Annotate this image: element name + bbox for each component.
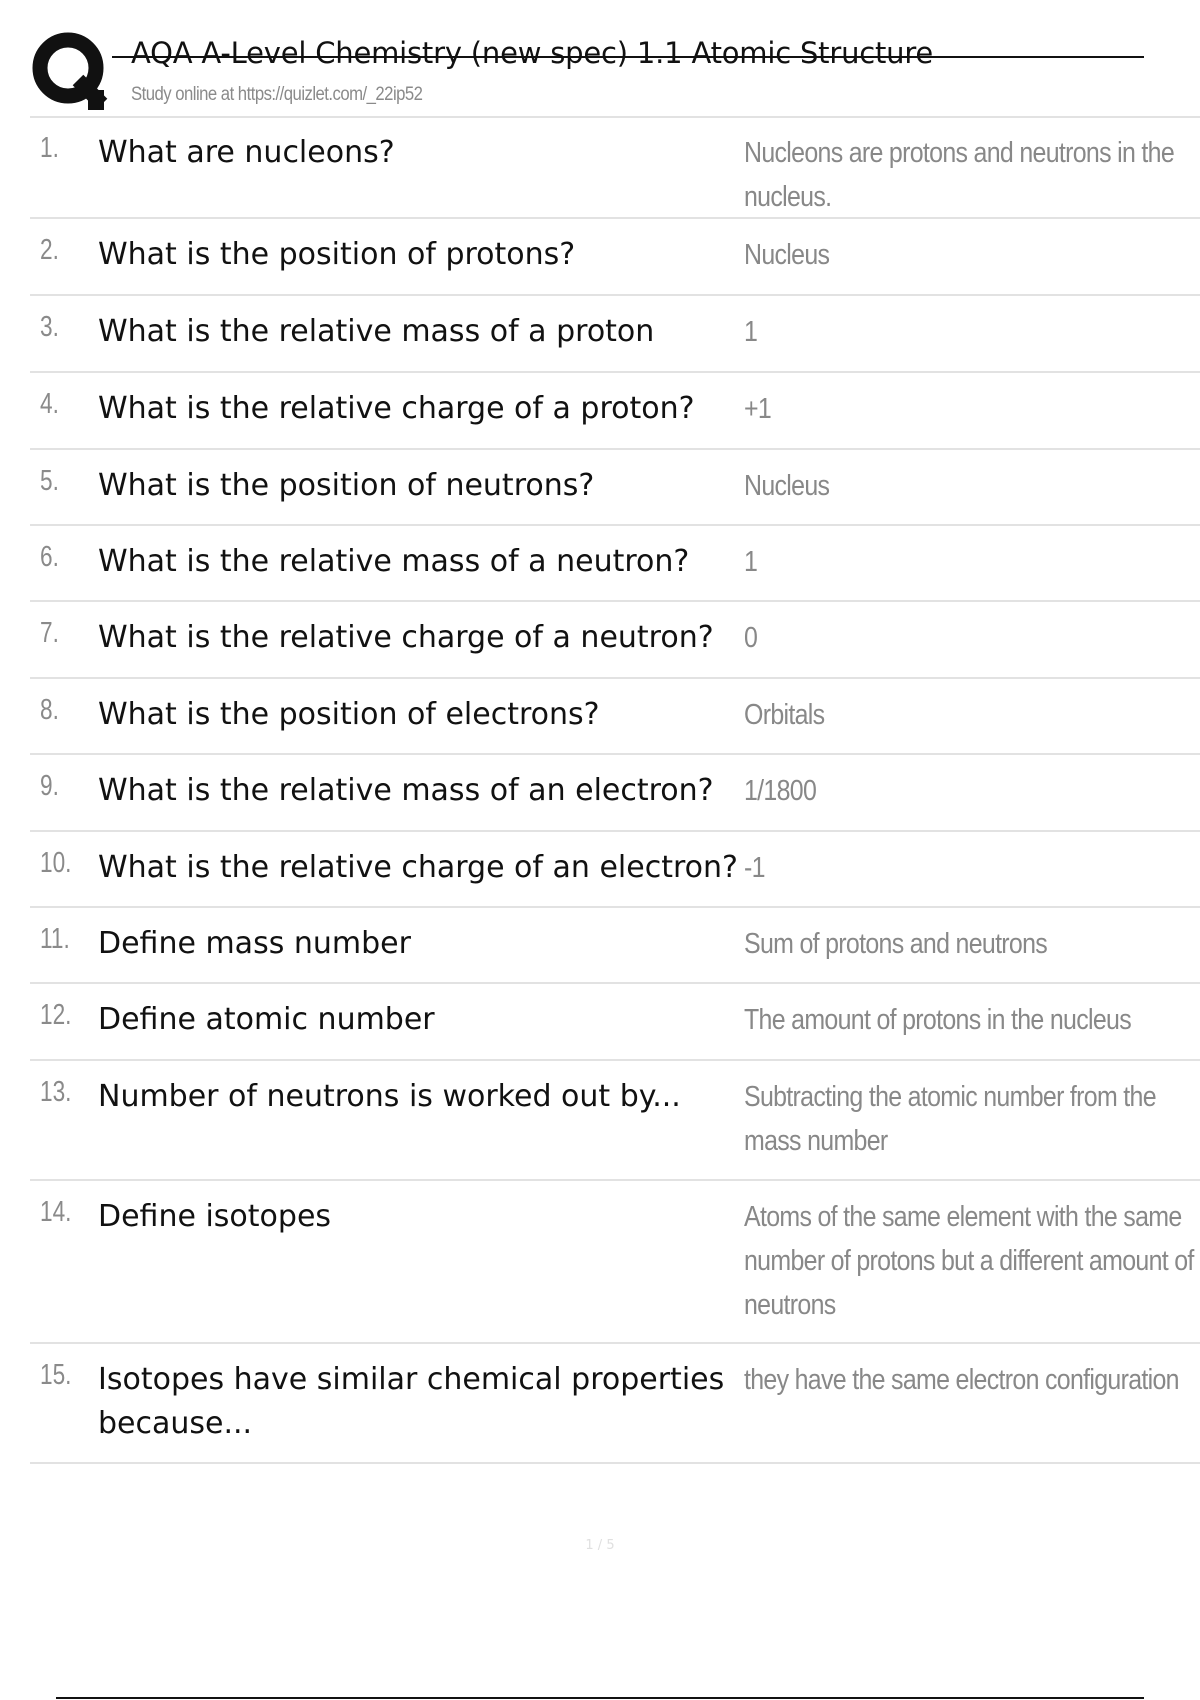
card-term: What is the relative mass of an electron? <box>98 773 714 808</box>
flashcard-row <box>30 117 1200 219</box>
flashcard-row <box>30 219 1200 296</box>
card-definition: Nucleus <box>744 239 830 271</box>
card-term: What is the relative charge of a neutron? <box>98 620 714 655</box>
flashcard-row <box>30 832 1200 908</box>
flashcard-row <box>30 296 1200 373</box>
flashcard-row <box>30 602 1200 679</box>
card-term: What is the relative charge of a proton? <box>98 391 695 426</box>
card-number: 3. <box>40 311 59 343</box>
card-term: What is the position of electrons? <box>98 697 600 732</box>
card-term: What is the relative charge of an electron? <box>98 850 738 885</box>
card-term: What is the relative mass of a neutron? <box>98 544 690 579</box>
quizlet-logo-icon <box>30 30 112 112</box>
card-definition: -1 <box>744 852 765 884</box>
card-number: 7. <box>40 617 59 649</box>
card-number: 11. <box>40 923 70 955</box>
card-definition: Subtracting the atomic number from the mass number <box>744 1081 1156 1157</box>
flashcard-row <box>30 984 1200 1061</box>
card-definition: Nucleus <box>744 470 830 502</box>
card-definition: 0 <box>744 622 758 654</box>
card-number: 13. <box>40 1076 72 1108</box>
card-definition: The amount of protons in the nucleus <box>744 1004 1131 1036</box>
card-definition: 1/1800 <box>744 775 817 807</box>
card-term: Define mass number <box>98 926 411 961</box>
card-number: 1. <box>40 132 59 164</box>
card-term: What is the position of neutrons? <box>98 468 595 503</box>
card-number: 6. <box>40 541 59 573</box>
flashcard-row <box>30 373 1200 450</box>
card-term: What are nucleons? <box>98 135 395 170</box>
card-definition: Orbitals <box>744 699 825 731</box>
card-term: Number of neutrons is worked out by... <box>98 1079 681 1114</box>
flashcard-row <box>30 755 1200 832</box>
card-term: What is the position of protons? <box>98 237 576 272</box>
card-number: 9. <box>40 770 59 802</box>
document-title: AQA A-Level Chemistry (new spec) 1.1 Atomic Structure <box>131 36 934 70</box>
card-number: 4. <box>40 388 59 420</box>
page-number: 1 / 5 <box>585 1538 615 1553</box>
flashcard-row <box>30 1181 1200 1344</box>
flashcard-list <box>30 117 1200 1464</box>
card-definition: Sum of protons and neutrons <box>744 928 1048 960</box>
card-definition: +1 <box>744 393 772 425</box>
study-online-link[interactable]: Study online at https://quizlet.com/_22ip52 <box>131 84 423 105</box>
flashcard-row <box>30 1344 1200 1464</box>
flashcard-row <box>30 679 1200 755</box>
card-definition: Nucleons are protons and neutrons in the nucleus. <box>744 137 1175 213</box>
card-definition: 1 <box>744 316 758 348</box>
card-number: 14. <box>40 1196 72 1228</box>
footer-divider <box>56 1697 1144 1699</box>
card-number: 10. <box>40 847 72 879</box>
card-term: Define isotopes <box>98 1199 332 1234</box>
card-term: Define atomic number <box>98 1002 435 1037</box>
card-definition: 1 <box>744 546 758 578</box>
card-term: What is the relative mass of a proton <box>98 314 655 349</box>
card-number: 5. <box>40 465 59 497</box>
flashcard-row <box>30 526 1200 602</box>
card-number: 15. <box>40 1359 72 1391</box>
card-definition: they have the same electron configuration <box>744 1364 1179 1396</box>
card-term: Isotopes have similar chemical properties because... <box>98 1362 725 1441</box>
card-definition: Atoms of the same element with the same number of protons but a different amount of neutrons <box>744 1201 1194 1321</box>
card-number: 12. <box>40 999 72 1031</box>
card-number: 2. <box>40 234 59 266</box>
flashcard-row <box>30 450 1200 526</box>
flashcard-row <box>30 1061 1200 1181</box>
card-number: 8. <box>40 694 59 726</box>
flashcard-row <box>30 908 1200 984</box>
